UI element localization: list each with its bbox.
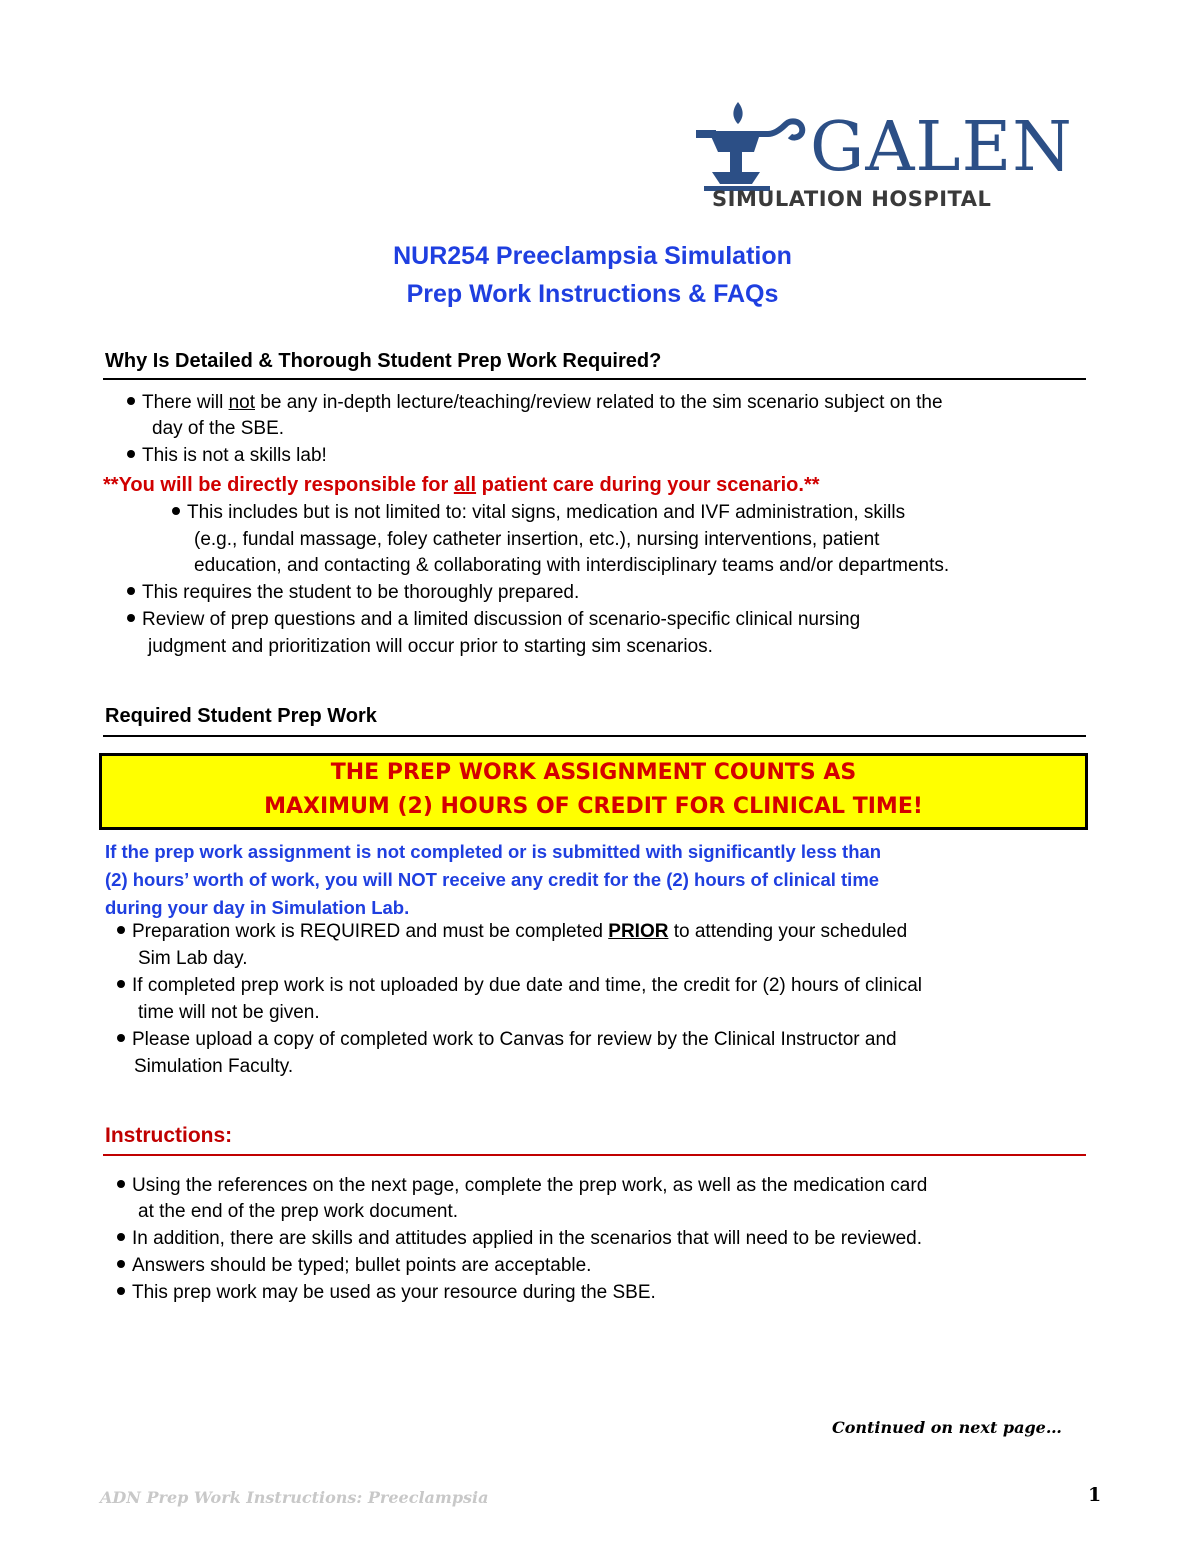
list-item: Preparation work is REQUIRED and must be completed PRIOR to attending your scheduled (117, 919, 907, 945)
list-item: Using the references on the next page, complete the prep work, as well as the medication card (117, 1173, 927, 1199)
list-item: In addition, there are skills and attitudes applied in the scenarios that will need to be reviewed. (117, 1226, 922, 1252)
bullet-icon (127, 450, 135, 458)
list-item: This is not a skills lab! (127, 443, 327, 469)
responsibility-warning: **You will be directly responsible for all patient care during your scenario.** (103, 474, 820, 496)
logo-wordmark: GALEN (810, 108, 1073, 187)
credit-warning-paragraph: If the prep work assignment is not completed or is submitted with significantly less than (2) hours’ worth of work, you will NOT receive any credit for the (2) hours of clinical time during your day in Simulation Lab. (105, 841, 882, 918)
bullet-icon (117, 926, 125, 934)
emphasis-not: not (228, 392, 255, 413)
list-item-continuation: (e.g., fundal massage, foley catheter insertion, etc.), nursing interventions, patient (194, 529, 880, 550)
heading-rule (103, 378, 1086, 380)
page-number: 1 (1088, 1484, 1102, 1506)
heading-rule (103, 1154, 1086, 1156)
list-item-continuation: education, and contacting & collaborating with interdisciplinary teams and/or departments. (194, 555, 950, 576)
document-title-line2: Prep Work Instructions & FAQs (406, 280, 779, 308)
bullet-icon (117, 1180, 125, 1188)
sub-list-item: This includes but is not limited to: vital signs, medication and IVF administration, skills (172, 500, 905, 526)
section-heading-why: Why Is Detailed & Thorough Student Prep Work Required? (105, 350, 662, 372)
list-item-continuation: Simulation Faculty. (134, 1056, 294, 1077)
credit-notice-line1: THE PREP WORK ASSIGNMENT COUNTS AS (330, 760, 857, 785)
bullet-icon (117, 980, 125, 988)
continued-note: Continued on next page… (832, 1418, 1062, 1437)
list-item: There will not be any in-depth lecture/teaching/review related to the sim scenario subject on the (127, 390, 943, 416)
heading-rule (103, 735, 1086, 737)
list-item: Answers should be typed; bullet points are acceptable. (117, 1253, 591, 1279)
credit-notice-box (99, 753, 1088, 830)
list-item-continuation: day of the SBE. (152, 418, 285, 439)
list-item-continuation: at the end of the prep work document. (138, 1201, 459, 1222)
emphasis-all: all (453, 474, 477, 496)
list-item: Please upload a copy of completed work to Canvas for review by the Clinical Instructor and (117, 1027, 897, 1053)
list-item: This requires the student to be thoroughly prepared. (127, 580, 579, 606)
section-heading-instructions: Instructions: (105, 1124, 233, 1147)
list-item: This prep work may be used as your resource during the SBE. (117, 1280, 656, 1306)
list-item-continuation: judgment and prioritization will occur prior to starting sim scenarios. (148, 636, 713, 657)
bullet-icon (117, 1034, 125, 1042)
bullet-icon (127, 587, 135, 595)
bullet-icon (127, 614, 135, 622)
bullet-icon (172, 507, 180, 515)
bullet-icon (127, 397, 135, 405)
section-heading-required: Required Student Prep Work (105, 705, 377, 727)
galen-logo (690, 100, 1073, 220)
list-item: If completed prep work is not uploaded by due date and time, the credit for (2) hours of clinical (117, 973, 922, 999)
list-item: Review of prep questions and a limited discussion of scenario-specific clinical nursing (127, 607, 860, 633)
emphasis-prior: PRIOR (608, 921, 669, 942)
bullet-icon (117, 1287, 125, 1295)
list-item-continuation: time will not be given. (138, 1002, 320, 1023)
list-item-continuation: Sim Lab day. (138, 948, 248, 969)
bullet-icon (117, 1233, 125, 1241)
bullet-icon (117, 1260, 125, 1268)
logo-subtitle: SIMULATION HOSPITAL (712, 187, 992, 211)
lamp-icon (690, 100, 810, 200)
document-title-line1: NUR254 Preeclampsia Simulation (393, 242, 792, 270)
credit-notice-line2: MAXIMUM (2) HOURS OF CREDIT FOR CLINICAL TIME! (264, 794, 923, 819)
footer-title: ADN Prep Work Instructions: Preeclampsia (100, 1488, 489, 1507)
